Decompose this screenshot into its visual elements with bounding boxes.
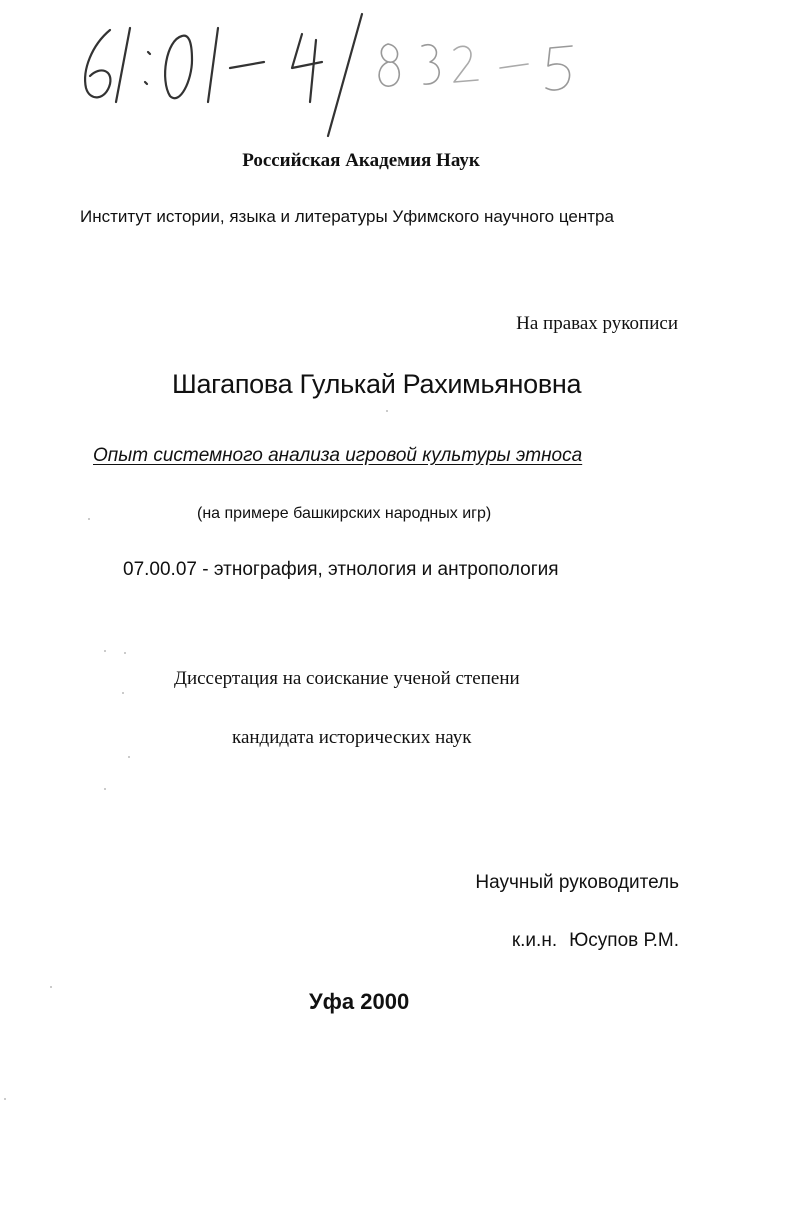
dissertation-subtitle: (на примере башкирских народных игр): [197, 505, 492, 522]
handwritten-archive-number: [70, 10, 650, 140]
scan-speck: [104, 788, 106, 790]
scan-speck: [128, 756, 130, 758]
dissertation-title: Опыт системного анализа игровой культуры этноса: [93, 445, 583, 466]
supervisor-degree: к.и.н.: [511, 930, 558, 951]
scan-speck: [50, 986, 52, 988]
supervisor-credit: [512, 930, 679, 952]
handwritten-number-drawing: [70, 10, 650, 140]
academy-name: Российская Академия Наук: [242, 150, 480, 171]
scan-speck: [104, 650, 106, 652]
specialty-code: 07.00.07 - этнография, этнология и антропология: [123, 559, 559, 580]
institute-name: Институт истории, языка и литературы Уфимского научного центра: [80, 207, 614, 226]
dissertation-degree-line-2: кандидата исторических наук: [232, 727, 472, 748]
scan-speck: [386, 410, 388, 412]
dissertation-degree-line-1: Диссертация на соискание ученой степени: [174, 668, 520, 689]
scan-speck: [4, 1098, 6, 1100]
scan-speck: [122, 692, 124, 694]
scan-speck: [88, 518, 90, 520]
supervisor-label: Научный руководитель: [475, 872, 679, 893]
author-name: Шагапова Гулькай Рахимьяновна: [172, 369, 582, 399]
city-year: Уфа 2000: [309, 989, 410, 1014]
scan-speck: [124, 652, 126, 654]
supervisor-name: Юсупов Р.М.: [569, 930, 679, 951]
manuscript-rights-note: На правах рукописи: [516, 313, 678, 334]
